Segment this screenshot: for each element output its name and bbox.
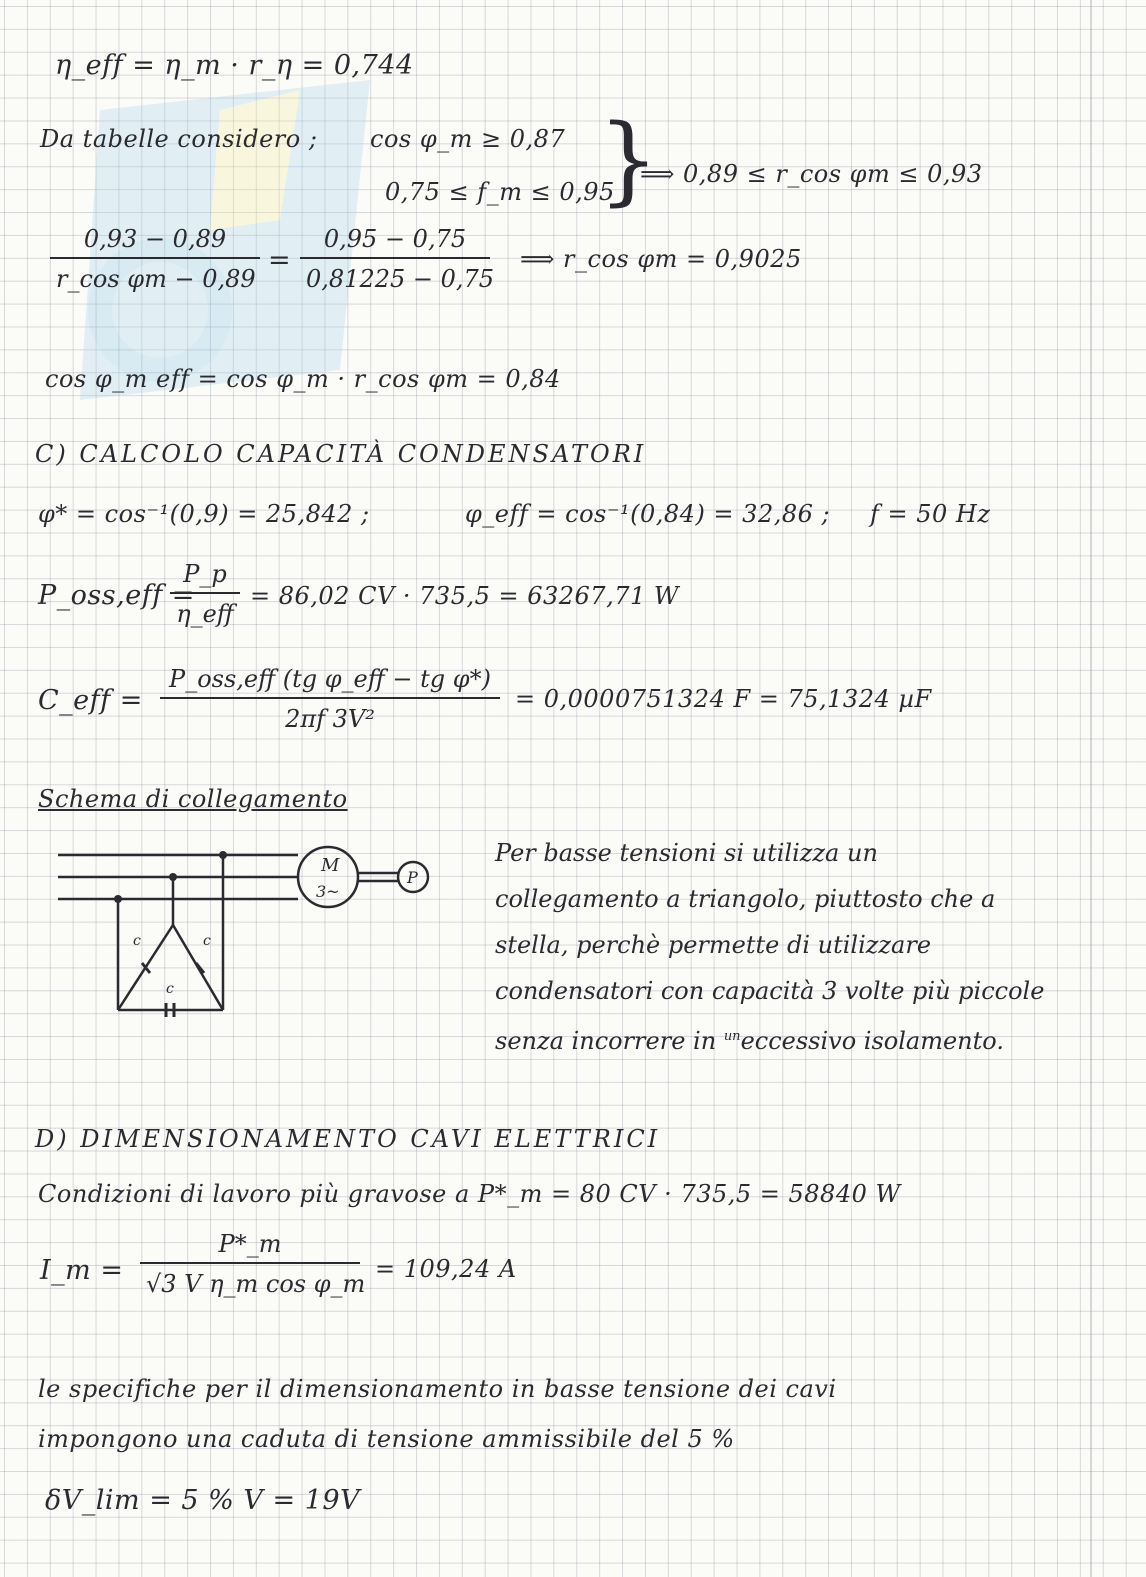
phi-star-line: φ* = cos⁻¹(0,9) = 25,842 ; bbox=[38, 500, 370, 528]
pump-label: P bbox=[407, 868, 418, 887]
poss-fraction: P_p η_eff bbox=[170, 560, 240, 628]
im-value: = 109,24 A bbox=[375, 1255, 517, 1283]
capacitor-label-right: c bbox=[203, 933, 211, 949]
cos-eff-line: cos φ_m eff = cos φ_m · r_cos φm = 0,84 bbox=[45, 365, 561, 393]
interp-fraction-right: $\frac{0,95 - 0,75}{0,81225 - 0,75}$ bbox=[300, 225, 490, 293]
conditions-line: Condizioni di lavoro più gravose a P*_m = 80 CV · 735,5 = 58840 W bbox=[38, 1180, 901, 1208]
spec-line-2: impongono una caduta di tensione ammissibile del 5 % bbox=[38, 1425, 735, 1453]
range-result: ⟹ 0,89 ≤ r_cos φm ≤ 0,93 bbox=[640, 160, 983, 188]
explanation-line-1: Per basse tensioni si utilizza un bbox=[495, 839, 878, 867]
im-fraction: $\frac{P*\_m}{\text{√3 V η\_m cos φ\_m}}$ bbox=[140, 1230, 360, 1298]
capacitor-label-left: c bbox=[133, 933, 141, 949]
condition-f: 0,75 ≤ f_m ≤ 0,95 bbox=[385, 178, 615, 206]
capacitor-label-bottom: c bbox=[166, 981, 174, 997]
interp-fraction-left: $\frac{0,93 - 0,89}{\text{r\_cos φm − 0,89}}$ bbox=[50, 225, 260, 293]
motor-label-top: M bbox=[321, 855, 340, 876]
ceff-value: = 0,0000751324 F = 75,1324 µF bbox=[515, 685, 932, 713]
scheme-title: Schema di collegamento bbox=[38, 785, 348, 813]
condition-cos: cos φ_m ≥ 0,87 bbox=[370, 125, 566, 153]
table-intro: Da tabelle considero ; bbox=[40, 125, 318, 153]
spec-line-1: le specifiche per il dimensionamento in basse tensione dei cavi bbox=[38, 1375, 837, 1403]
poss-label: P_oss,eff = bbox=[38, 580, 195, 611]
explanation-line-5: senza incorrere in $^{un}$eccessivo isolamento. bbox=[495, 1027, 1004, 1055]
explanation-line-3: stella, perchè permette di utilizzare bbox=[495, 931, 932, 959]
motor-label-bottom: 3~ bbox=[316, 882, 340, 901]
im-label: I_m = bbox=[40, 1255, 124, 1286]
explanation-paragraph bbox=[495, 830, 1044, 1064]
ceff-fraction: P_oss,eff (tg φ_eff − tg φ*) 2πf 3V² bbox=[160, 665, 500, 733]
poss-value: = 86,02 CV · 735,5 = 63267,71 W bbox=[250, 582, 680, 610]
frequency-line: f = 50 Hz bbox=[870, 500, 991, 528]
equals-sign: = bbox=[268, 245, 292, 276]
explanation-line-4: condensatori con capacità 3 volte più piccole bbox=[495, 977, 1045, 1005]
ceff-label: C_eff = bbox=[38, 685, 143, 716]
page-margin-line bbox=[1090, 0, 1092, 1577]
voltage-drop-line: δV_lim = 5 % V = 19V bbox=[45, 1485, 361, 1516]
interp-result: ⟹ r_cos φm = 0,9025 bbox=[520, 245, 802, 273]
efficiency-line: η_eff = η_m · r_η = 0,744 bbox=[55, 50, 414, 81]
brace-glyph: } bbox=[598, 104, 660, 216]
explanation-line-2: collegamento a triangolo, piuttosto che a bbox=[495, 885, 996, 913]
phi-eff-line: φ_eff = cos⁻¹(0,84) = 32,86 ; bbox=[465, 500, 831, 528]
delta-capacitor-diagram bbox=[58, 835, 438, 1025]
section-c-heading: C) CALCOLO CAPACITÀ CONDENSATORI bbox=[35, 440, 647, 468]
section-d-heading: D) DIMENSIONAMENTO CAVI ELETTRICI bbox=[35, 1125, 661, 1153]
